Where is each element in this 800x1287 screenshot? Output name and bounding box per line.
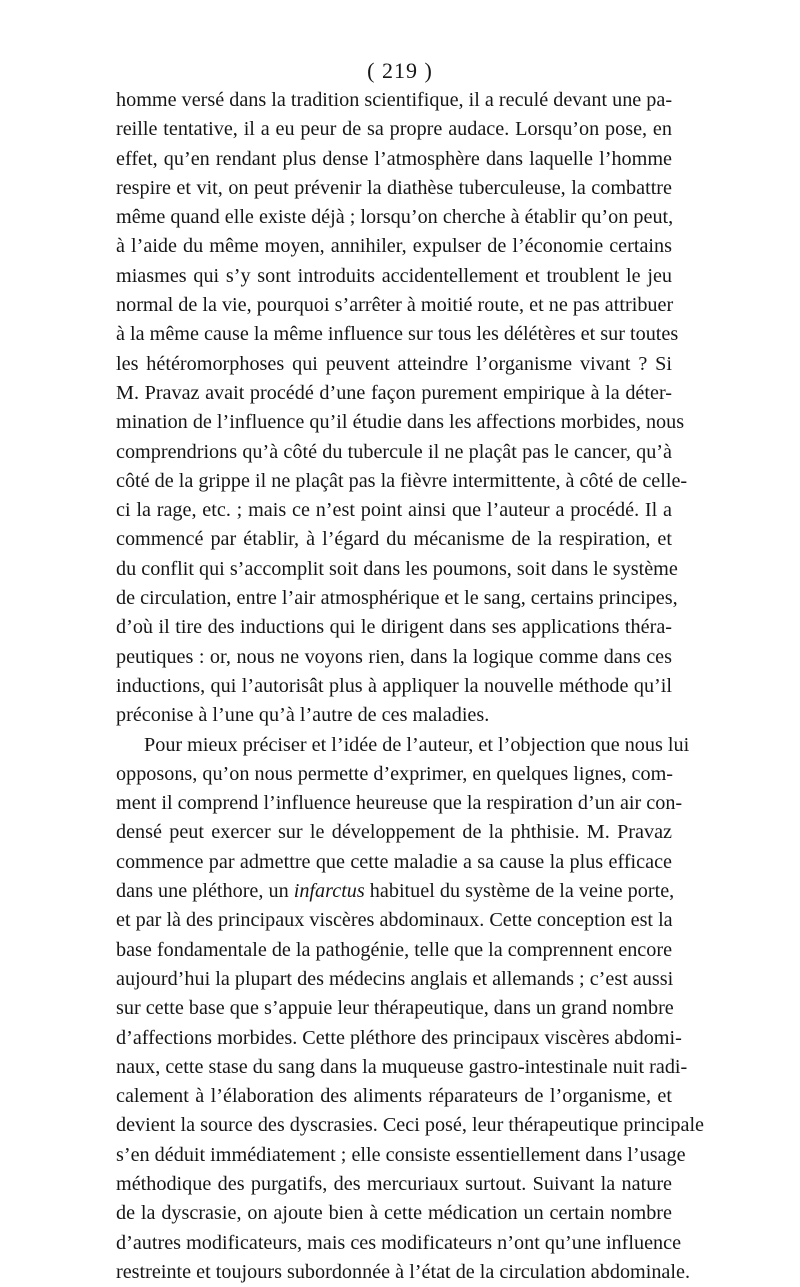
text-line: homme versé dans la tradition scientifique, il a reculé devant une pa- [116,89,673,111]
text-line: densé peut exercer sur le développement de la phthisie. M. Pravaz [116,821,672,844]
text-line: respire et vit, on peut prévenir la diathèse tuberculeuse, la combattre [116,176,672,199]
text-line: et par là des principaux viscères abdominaux. Cette conception est la [116,909,673,932]
text-line: aujourd’hui la plupart des médecins anglais et allemands ; c’est aussi [116,967,674,990]
text-line: du conflit qui s’accomplit soit dans les poumons, soit dans le système [116,557,678,580]
text-line: Pour mieux préciser et l’idée de l’auteur, et l’objection que nous lui [144,733,690,756]
text-line: sur cette base que s’appuie leur thérapeutique, dans un grand nombre [116,997,674,1020]
text-line: peutiques : or, nous ne voyons rien, dans la logique comme dans ces [116,645,672,668]
text-line: reille tentative, il a eu peur de sa propre audace. Lorsqu’on pose, en [116,118,672,141]
text-line: commencé par établir, à l’égard du mécanisme de la respiration, et [116,528,672,551]
body-text [116,86,705,1287]
text-line: opposons, qu’on nous permette d’exprimer, en quelques lignes, com- [116,762,674,785]
italic-term: infarctus [293,880,365,903]
text-line: s’en déduit immédiatement ; elle consiste essentiellement dans l’usage [116,1143,686,1166]
text-line: naux, cette stase du sang dans la muqueuse gastro-intestinale nuit radi- [116,1055,688,1078]
paragraph-1 [116,86,688,731]
text-line-with-italic [116,877,675,906]
text-line: effet, qu’en rendant plus dense l’atmosphère dans laquelle l’homme [116,147,672,170]
text-line: de la dyscrasie, on ajoute bien à cette médication un certain nombre [116,1202,672,1225]
paragraph-2 [116,731,705,1287]
text-line: d’affections morbides. Cette pléthore des principaux viscères abdomi- [116,1026,682,1049]
text-line: calement à l’élaboration des aliments réparateurs de l’organisme, et [116,1085,672,1108]
text-line: base fondamentale de la pathogénie, telle que la comprennent encore [116,938,673,961]
text-line: les hétéromorphoses qui peuvent atteindre l’organisme vivant ? Si [116,352,672,375]
text-line: mination de l’influence qu’il étudie dans les affections morbides, nous [116,411,685,434]
text-line: commence par admettre que cette maladie a sa cause la plus efficace [116,850,672,873]
text-line: à la même cause la même influence sur tous les délétères et sur toutes [116,323,679,346]
text-line: comprendrions qu’à côté du tubercule il ne plaçât pas le cancer, qu’à [116,440,672,463]
text-line: normal de la vie, pourquoi s’arrêter à moitié route, et ne pas attribuer [116,294,674,317]
text-line: côté de la grippe il ne plaçât pas la fièvre intermittente, à côté de celle- [116,469,688,492]
text-line: devient la source des dyscrasies. Ceci posé, leur thérapeutique principale [116,1114,705,1137]
text-segment: dans une pléthore, un [116,880,294,903]
text-line: miasmes qui s’y sont introduits accidentellement et troublent le jeu [116,264,672,287]
text-line: méthodique des purgatifs, des mercuriaux surtout. Suivant la nature [116,1172,672,1195]
text-line: à l’aide du même moyen, annihiler, expulser de l’économie certains [116,235,672,258]
text-line: d’où il tire des inductions qui le dirigent dans ses applications théra- [116,616,672,639]
text-segment: habituel du système de la veine porte, [364,880,675,903]
text-line: inductions, qui l’autorisât plus à appliquer la nouvelle méthode qu’il [116,674,672,697]
text-line: ci la rage, etc. ; mais ce n’est point ainsi que l’auteur a procédé. Il a [116,499,672,522]
text-line: M. Pravaz avait procédé d’une façon purement empirique à la déter- [116,381,672,404]
text-line: préconise à l’une qu’à l’autre de ces maladies. [116,704,490,727]
text-line: d’autres modificateurs, mais ces modificateurs n’ont qu’une influence [116,1231,682,1254]
text-line: même quand elle existe déjà ; lorsqu’on cherche à établir qu’on peut, [116,206,674,229]
text-line: restreinte et toujours subordonnée à l’état de la circulation abdominale. [116,1260,691,1283]
text-line: de circulation, entre l’air atmosphérique et le sang, certains principes, [116,587,678,610]
page-number: ( 219 ) [367,58,433,83]
text-line: ment il comprend l’influence heureuse que la respiration d’un air con- [116,792,683,815]
